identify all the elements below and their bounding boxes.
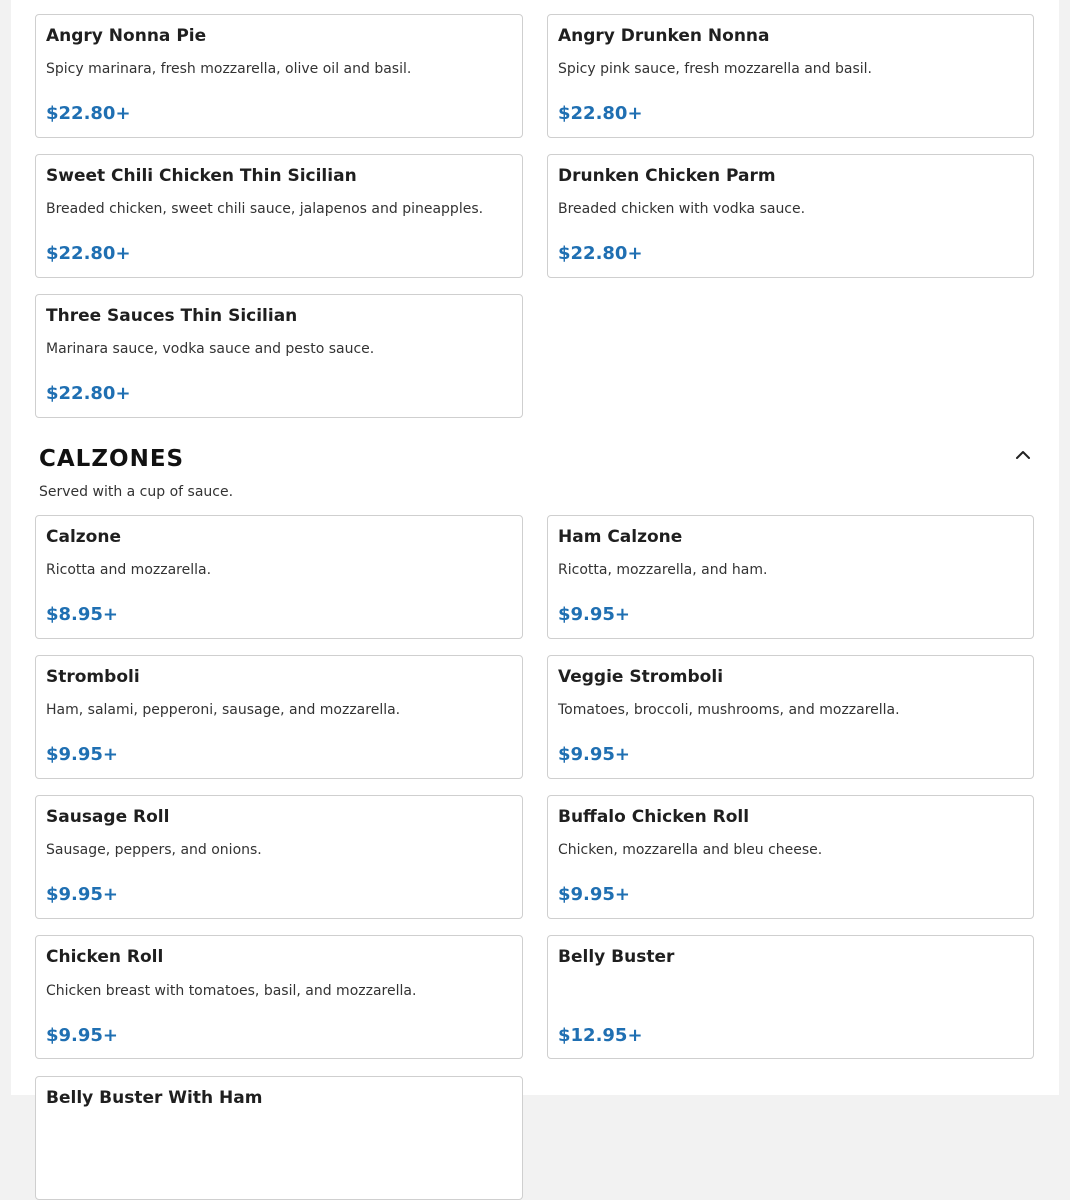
item-name: Buffalo Chicken Roll bbox=[558, 807, 750, 827]
item-name: Stromboli bbox=[46, 667, 140, 687]
menu-item-card[interactable] bbox=[547, 14, 1034, 138]
item-name: Sweet Chili Chicken Thin Sicilian bbox=[46, 166, 357, 186]
menu-item-card[interactable] bbox=[35, 294, 523, 418]
item-price: $22.80+ bbox=[46, 243, 131, 264]
item-description: Breaded chicken with vodka sauce. bbox=[558, 201, 806, 217]
menu-item-card[interactable] bbox=[35, 1076, 523, 1200]
item-description: Tomatoes, broccoli, mushrooms, and mozzarella. bbox=[558, 702, 900, 718]
menu-item-card[interactable] bbox=[547, 935, 1034, 1059]
chevron-up-icon bbox=[1012, 444, 1034, 466]
item-price: $9.95+ bbox=[558, 744, 631, 765]
item-description: Ham, salami, pepperoni, sausage, and mozzarella. bbox=[46, 702, 401, 718]
item-name: Calzone bbox=[46, 527, 121, 547]
item-name: Angry Drunken Nonna bbox=[558, 26, 770, 46]
item-price: $22.80+ bbox=[46, 383, 131, 404]
item-description: Spicy pink sauce, fresh mozzarella and basil. bbox=[558, 61, 872, 77]
item-name: Belly Buster bbox=[558, 947, 675, 967]
section-title: CALZONES bbox=[39, 446, 185, 472]
menu-item-card[interactable] bbox=[35, 655, 523, 779]
item-description: Sausage, peppers, and onions. bbox=[46, 842, 262, 858]
menu-item-card[interactable] bbox=[35, 795, 523, 919]
menu-item-card[interactable] bbox=[35, 935, 523, 1059]
item-price: $9.95+ bbox=[558, 604, 631, 625]
item-description: Ricotta, mozzarella, and ham. bbox=[558, 562, 768, 578]
item-description: Marinara sauce, vodka sauce and pesto sauce. bbox=[46, 341, 375, 357]
menu-item-card[interactable] bbox=[547, 795, 1034, 919]
item-price: $22.80+ bbox=[46, 103, 131, 124]
item-description: Chicken, mozzarella and bleu cheese. bbox=[558, 842, 823, 858]
item-name: Chicken Roll bbox=[46, 947, 164, 967]
section-description: Served with a cup of sauce. bbox=[39, 484, 234, 500]
item-description: Spicy marinara, fresh mozzarella, olive oil and basil. bbox=[46, 61, 412, 77]
item-name: Drunken Chicken Parm bbox=[558, 166, 776, 186]
item-name: Ham Calzone bbox=[558, 527, 683, 547]
item-description: Ricotta and mozzarella. bbox=[46, 562, 212, 578]
item-price: $9.95+ bbox=[46, 744, 119, 765]
item-price: $9.95+ bbox=[46, 884, 119, 905]
item-name: Veggie Stromboli bbox=[558, 667, 724, 687]
menu-item-card[interactable] bbox=[547, 154, 1034, 278]
menu-page bbox=[11, 0, 1059, 1108]
item-name: Sausage Roll bbox=[46, 807, 170, 827]
item-price: $8.95+ bbox=[46, 604, 119, 625]
menu-item-card[interactable] bbox=[547, 655, 1034, 779]
calzone-items-grid bbox=[35, 515, 1034, 1059]
menu-item-card[interactable] bbox=[35, 14, 523, 138]
item-description: Breaded chicken, sweet chili sauce, jalapenos and pineapples. bbox=[46, 201, 484, 217]
menu-item-card[interactable] bbox=[35, 515, 523, 639]
menu-item-card[interactable] bbox=[547, 515, 1034, 639]
calzones-section-header bbox=[39, 444, 1034, 474]
item-price: $9.95+ bbox=[46, 1025, 119, 1046]
item-name: Three Sauces Thin Sicilian bbox=[46, 306, 298, 326]
menu-item-card[interactable] bbox=[35, 154, 523, 278]
item-name: Belly Buster With Ham bbox=[46, 1088, 263, 1108]
item-price: $9.95+ bbox=[558, 884, 631, 905]
item-price: $22.80+ bbox=[558, 103, 643, 124]
item-price: $22.80+ bbox=[558, 243, 643, 264]
item-price: $12.95+ bbox=[558, 1025, 643, 1046]
collapse-section-button[interactable] bbox=[1012, 444, 1034, 466]
item-description: Chicken breast with tomatoes, basil, and mozzarella. bbox=[46, 983, 417, 999]
item-name: Angry Nonna Pie bbox=[46, 26, 207, 46]
pizza-items-grid bbox=[35, 14, 1034, 418]
